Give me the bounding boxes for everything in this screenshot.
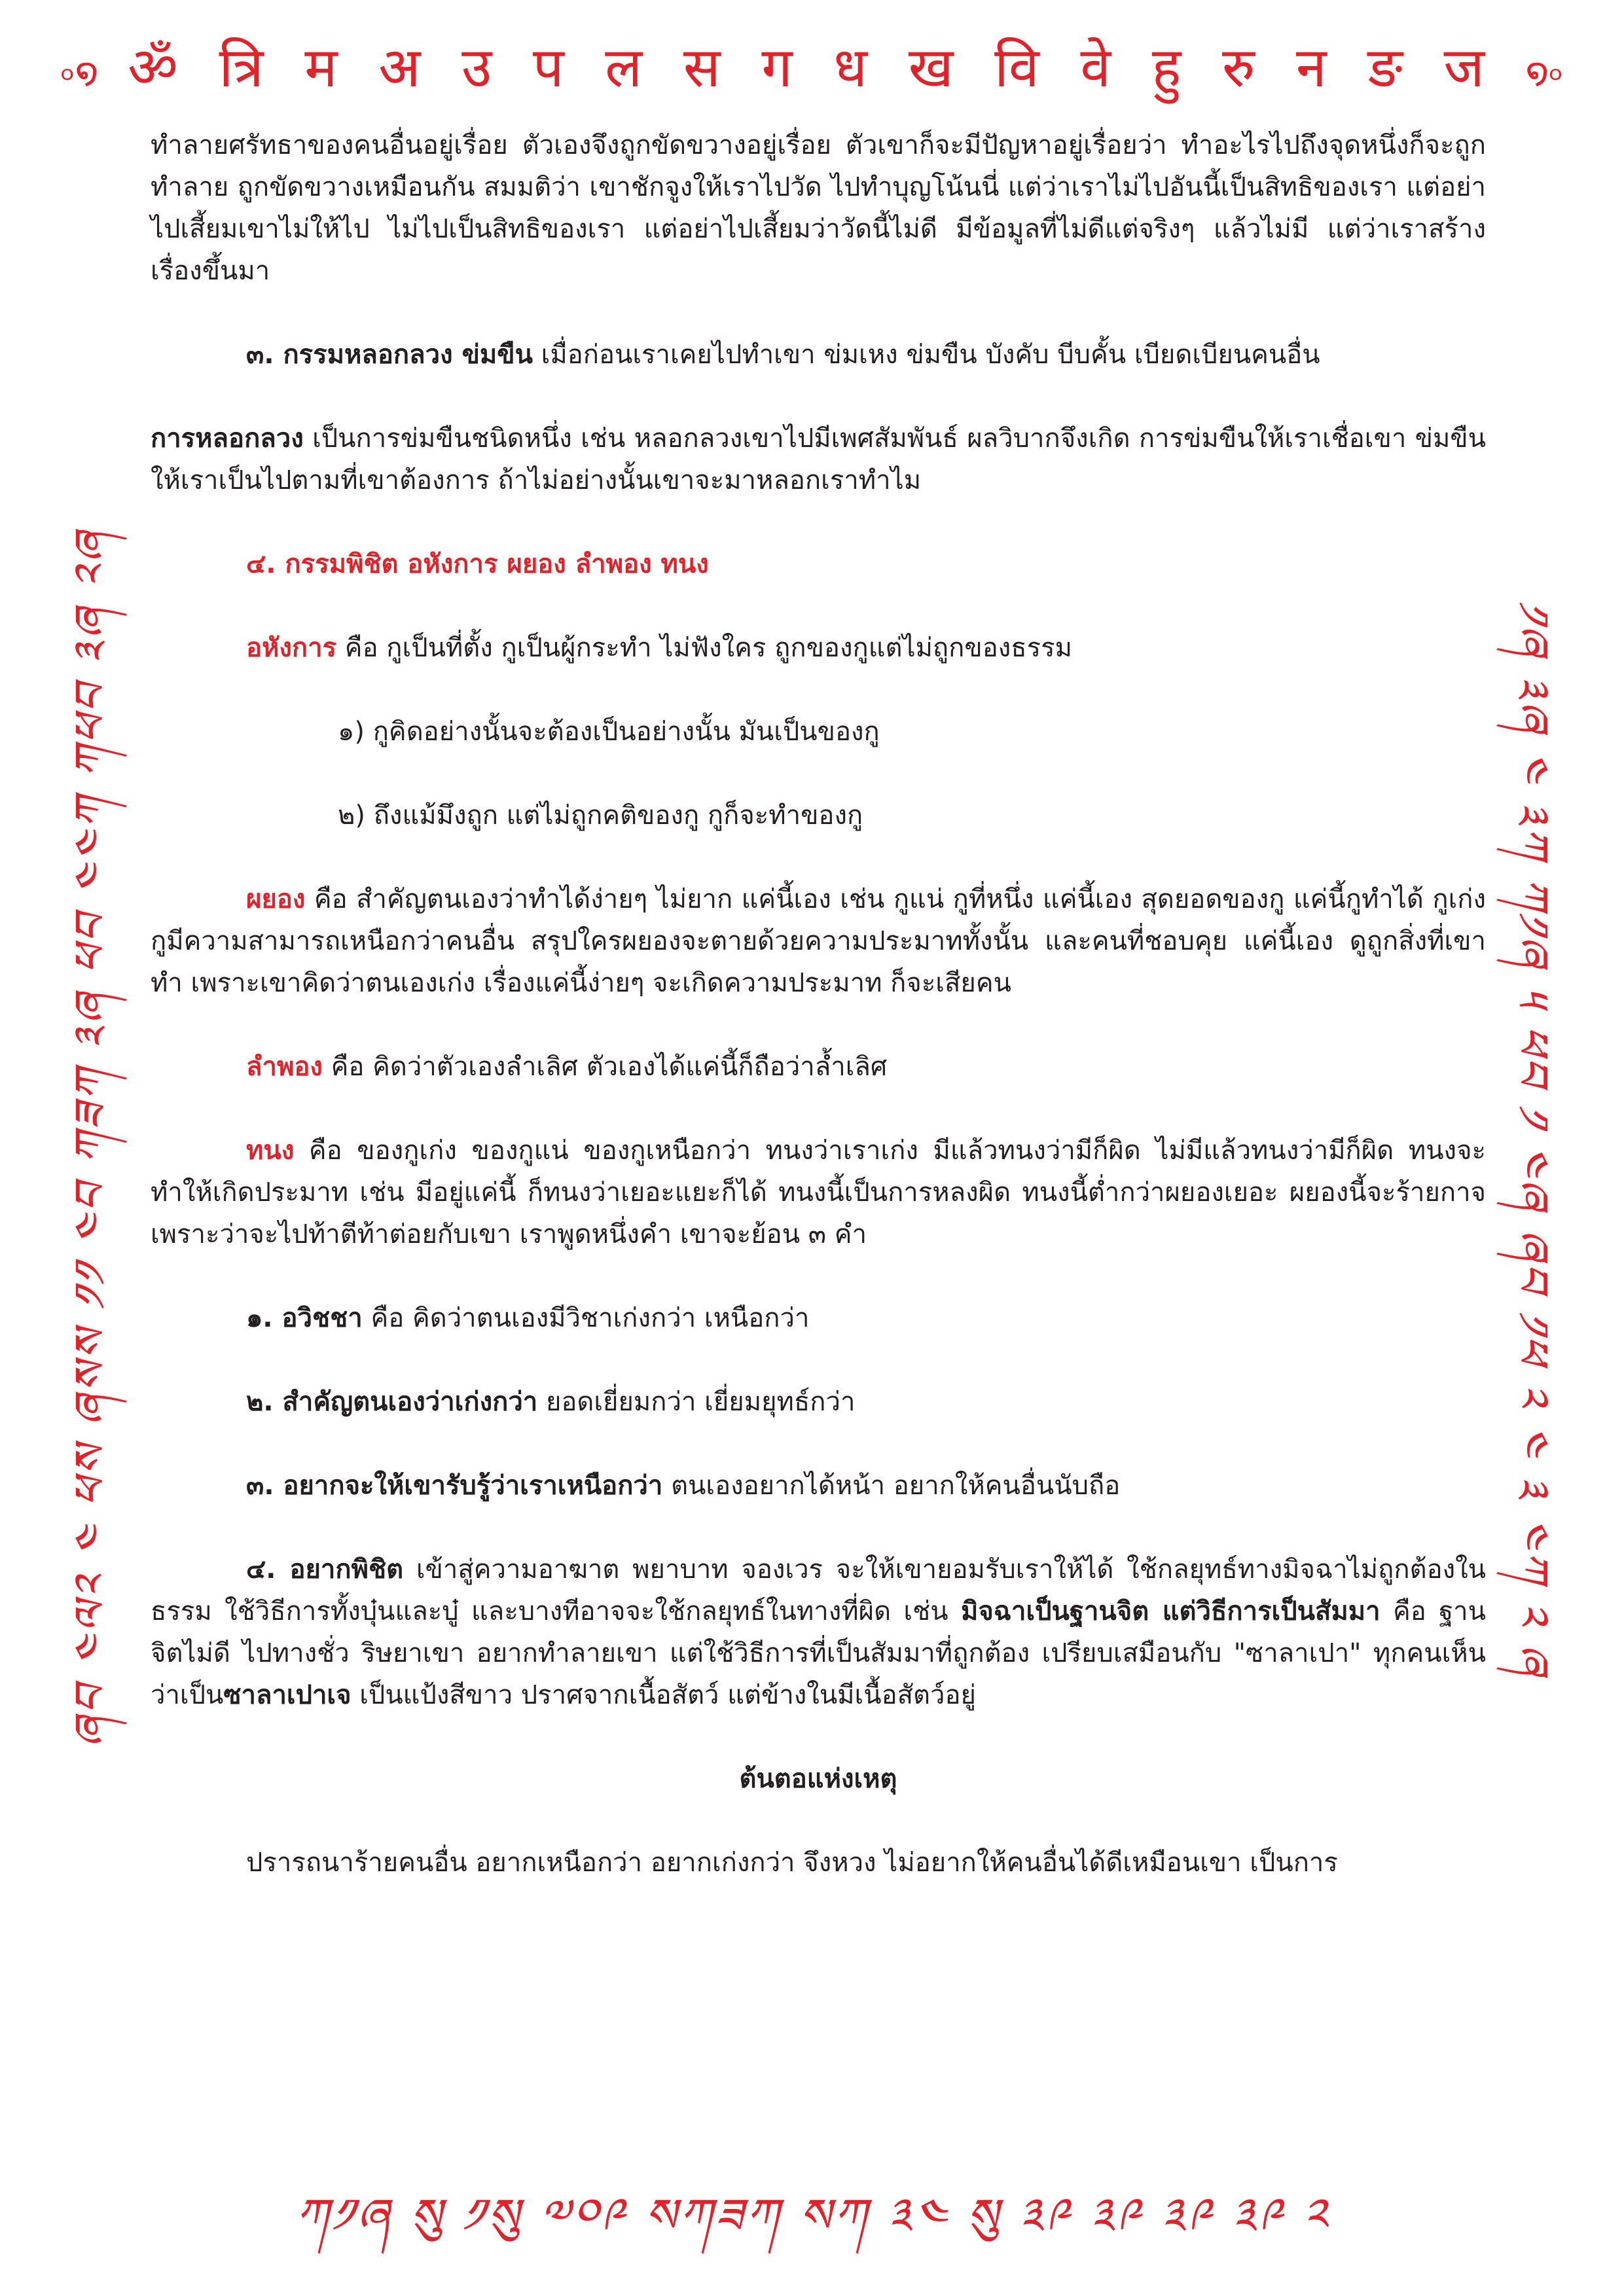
section-heading: ๔. กรรมพิชิต อหังการ ผยอง ลำพอง ทนง [246,549,709,579]
list-item: ๒. สำคัญตนเองว่าเก่งกว่า ยอดเยี่ยมกว่า เยี่ยมยุทธ์กว่า [246,1387,856,1417]
paragraph: ลำพอง คือ คิดว่าตัวเองลำเลิศ ตัวเองได้แค่นี้ก็ถือว่าล้ำเลิศ [246,1052,888,1082]
term: การหลอกลวง [151,423,304,454]
list-item: ๔. อยากพิชิต เข้าสู่ความอาฆาต พยาบาท จองเวร จะให้เขายอมรับเราให้ได้ ใช้กลยุทธ์ทางมิจฉาไม่ถูกต้องในธรรม ใช้วิธีการทั้งบุ๋นและบู๋ และบางทีอาจจะใช้กลยุทธ์ในทางที่ผิด เช่น มิจฉาเป็นฐานจิต แต่วิธีการเป็นสัมมา คือ ฐานจิตไม่ดี ไปทางชั่ว ริษยาเขา อยากทำลายเขา แต่ใช้วิธีการที่เป็นสัมมาที่ถูกต้อง เปรียบเสมือนกับ "ซาลาเปา" ทุกคนเห็นว่าเป็นซาลาเปาเจ เป็นแป้งสีขาว ปราศจากเนื้อสัตว์ แต่ข้างในมีเนื้อสัตว์อยู่ [151,1554,1487,1710]
page-body [151,124,1486,2147]
paragraph: อหังการ คือ กูเป็นที่ตั้ง กูเป็นผู้กระทำ ไม่ฟังใคร ถูกของกูแต่ไม่ถูกของธรรม [246,633,1073,663]
frame-right-border: ༡ཞ ༣ཞ ༤ ༣ཀ ཀ༡ཞ ༥ ཕབ ༡ ༤ཞ ཞབ ༡ཕ ༢ ༤ ༣ ༤ཀ ༢ ཞ [1506,600,1558,1677]
list-item: ๑) กูคิดอย่างนั้นจะต้องเป็นอย่างนั้น มันเป็นของกู [338,717,880,747]
term: ลำพอง [246,1052,323,1082]
paragraph: ทนง คือ ของกูเก่ง ของกูแน่ ของกูเหนือกว่า ทนงว่าเราเก่ง มีแล้วทนงว่ามีก็ผิด ไม่มีแล้วทนงว่ามีก็ผิด ทนงจะทำให้เกิดประมาท เช่น มีอยู่แค่นี้ ก็ทนงว่าเยอะแยะก็ได้ ทนงนี้เป็นการหลงผิด ทนงนี้ต่ำกว่าผยองเยอะ ผยองนี้จะร้ายกาจเพราะว่าจะไปท้าตีท้าต่อยกับเขา เราพูดหนึ่งคำ เขาจะย้อน ๓ คำ [151,1136,1486,1249]
subsection-title: ต้นตอแห่งเหตุ [739,1764,897,1794]
list-item: ๓. อยากจะให้เขารับรู้ว่าเราเหนือกว่า ตนเองอยากได้หน้า อยากให้คนอื่นนับถือ [246,1471,1121,1501]
paragraph: ผยอง คือ สำคัญตนเองว่าทำได้ง่ายๆ ไม่ยาก แค่นี้เอง เช่น กูแน่ กูที่หนึ่ง แค่นี้เอง สุดยอดของกู แค่นี้กูทำได้ กูเก่ง กูมีความสามารถเหนือกว่าคนอื่น สรุปใครผยองจะตายด้วยความประมาททั้งนั้น และคนที่ชอบคุย แค่นี้เอง ดูถูกสิ่งที่เขาทำ เพราะเขาคิดว่าตนเองเก่ง เรื่องแค่นี้ง่ายๆ จะเกิดความประมาท ก็จะเสียคน [151,884,1486,998]
frame-bottom-border: ཀ༡ཞ སུ ༡སུ ༧༠༩ སཀཟཀ སཀ ༣༤ སུ ༣༩ ༣༩ ༣༩ ༣༩ ༢ [295,2188,1329,2243]
paragraph: ๓. กรรมหลอกลวง ข่มขืน เมื่อก่อนเราเคยไปทำเขา ข่มเหง ข่มขืน บังคับ บีบคั้น เบียดเบียนคนอื่น [246,340,1320,370]
left-scroll-ornament: ৹໑ [60,50,99,93]
right-scroll-ornament: ໑৹ [1525,50,1564,93]
term: อหังการ [246,633,337,663]
frame-left-border: ཞབ ༤ལ༢ ༤ ཕས ཞསས ༡༡ ༤བ ཀཟཀ ༣ཞ ཕབ ༤༤ཀ ཀཕབ ༣ཞ ༢ཞ [65,529,117,1748]
paragraph: ทำลายศรัทธาของคนอื่นอยู่เรื่อย ตัวเองจึงถูกขัดขวางอยู่เรื่อย ตัวเขาก็จะมีปัญหาอยู่เรื่อยว่า ทำอะไรไปถึงจุดหนึ่งก็จะถูกทำลาย ถูกขัดขวางเหมือนกัน สมมติว่า เขาชักจูงให้เราไปวัด ไปทำบุญโน้นนี่ แต่ว่าเราไม่ไปอันนี้เป็นสิทธิของเรา แต่อย่าไปเสี้ยมเขาไม่ให้ไป ไม่ไปเป็นสิทธิของเรา แต่อย่าไปเสี้ยมว่าวัดนี้ไม่ดี มีข้อมูลที่ไม่ดีแต่จริงๆ แล้วไม่มี แต่ว่าเราสร้างเรื่องขึ้นมา [151,130,1486,286]
term: ทนง [246,1136,295,1166]
paragraph: การหลอกลวง เป็นการข่มขืนชนิดหนึ่ง เช่น หลอกลวงเขาไปมีเพศสัมพันธ์ ผลวิบากจึงเกิด การข่มขืนให้เราเชื่อเขา ข่มขืนให้เราเป็นไปตามที่เขาต้องการ ถ้าไม่อย่างนั้นเขาจะมาหลอกเราทำไม [151,423,1486,495]
paragraph: ปรารถนาร้ายคนอื่น อยากเหนือกว่า อยากเก่งกว่า จึงหวง ไม่อยากให้คนอื่นได้ดีเหมือนเขา เป็นการ [246,1848,1338,1878]
section-heading: ๓. กรรมหลอกลวง ข่มขืน [246,340,533,370]
mantra-header: ॐ त्रि म अ उ प ल स ग ध ख वि वे हु रु न ङ ज [128,35,1496,99]
list-item: ๒) ถึงแม้มึงถูก แต่ไม่ถูกคติของกู กูก็จะทำของกู [338,800,863,831]
term: ผยอง [246,884,306,914]
frame-top-border [0,5,1624,130]
list-item: ๑. อวิชชา คือ คิดว่าตนเองมีวิชาเก่งกว่า เหนือกว่า [246,1303,810,1333]
